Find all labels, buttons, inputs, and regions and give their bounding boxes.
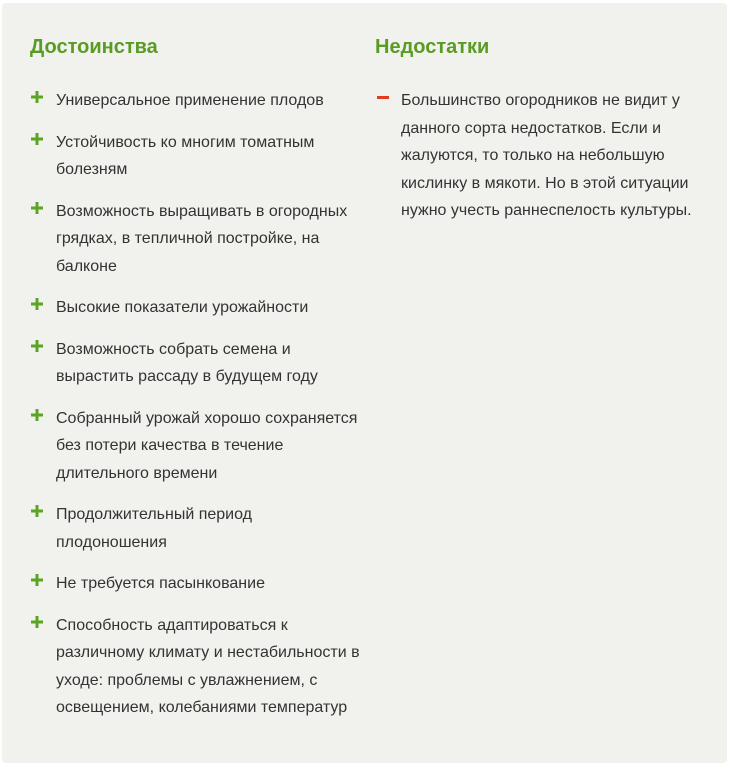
cons-list bbox=[375, 87, 705, 225]
plus-icon bbox=[30, 129, 44, 156]
pros-list-item bbox=[30, 501, 364, 556]
cons-column bbox=[375, 33, 705, 239]
pros-item-text: Способность адаптироваться к различному климату и нестабильности в уходе: проблемы с увлажнением, с освещением, колебаниями температур bbox=[56, 616, 360, 716]
pros-item-text: Возможность выращивать в огородных грядках, в тепличной постройке, на балконе bbox=[56, 202, 348, 275]
pros-list-item bbox=[30, 570, 364, 598]
pros-list-item bbox=[30, 294, 364, 322]
pros-heading: Достоинства bbox=[30, 36, 158, 58]
pros-item-text: Собранный урожай хорошо сохраняется без потери качества в течение длительного времени bbox=[56, 409, 358, 482]
plus-icon bbox=[30, 198, 44, 225]
minus-icon bbox=[375, 87, 389, 114]
pros-list-item bbox=[30, 87, 364, 115]
cons-list-item bbox=[375, 87, 705, 225]
pros-item-text: Продолжительный период плодоношения bbox=[56, 506, 252, 551]
pros-list bbox=[30, 87, 364, 722]
pros-list-item bbox=[30, 198, 364, 281]
plus-icon bbox=[30, 87, 44, 114]
cons-item-text: Большинство огородников не видит у данного сорта недостатков. Если и жалуются, то только на небольшую кислинку в мякоти. Но в этой ситуации нужно учесть раннеспелость культуры. bbox=[401, 92, 692, 219]
pros-list-item bbox=[30, 336, 364, 391]
pros-column bbox=[30, 33, 364, 736]
pros-item-text: Возможность собрать семена и вырастить рассаду в будущем году bbox=[56, 340, 318, 385]
pros-item-text: Высокие показатели урожайности bbox=[56, 299, 309, 316]
plus-icon bbox=[30, 405, 44, 432]
plus-icon bbox=[30, 612, 44, 639]
pros-list-item bbox=[30, 612, 364, 722]
plus-icon bbox=[30, 501, 44, 528]
plus-icon bbox=[30, 336, 44, 363]
plus-icon bbox=[30, 570, 44, 597]
pros-list-item bbox=[30, 129, 364, 184]
cons-heading: Недостатки bbox=[375, 36, 490, 58]
pros-list-item bbox=[30, 405, 364, 488]
pros-cons-panel bbox=[2, 3, 727, 763]
pros-item-text: Не требуется пасынкование bbox=[56, 575, 265, 592]
plus-icon bbox=[30, 294, 44, 321]
pros-item-text: Универсальное применение плодов bbox=[56, 92, 324, 109]
pros-item-text: Устойчивость ко многим томатным болезням bbox=[56, 133, 315, 178]
